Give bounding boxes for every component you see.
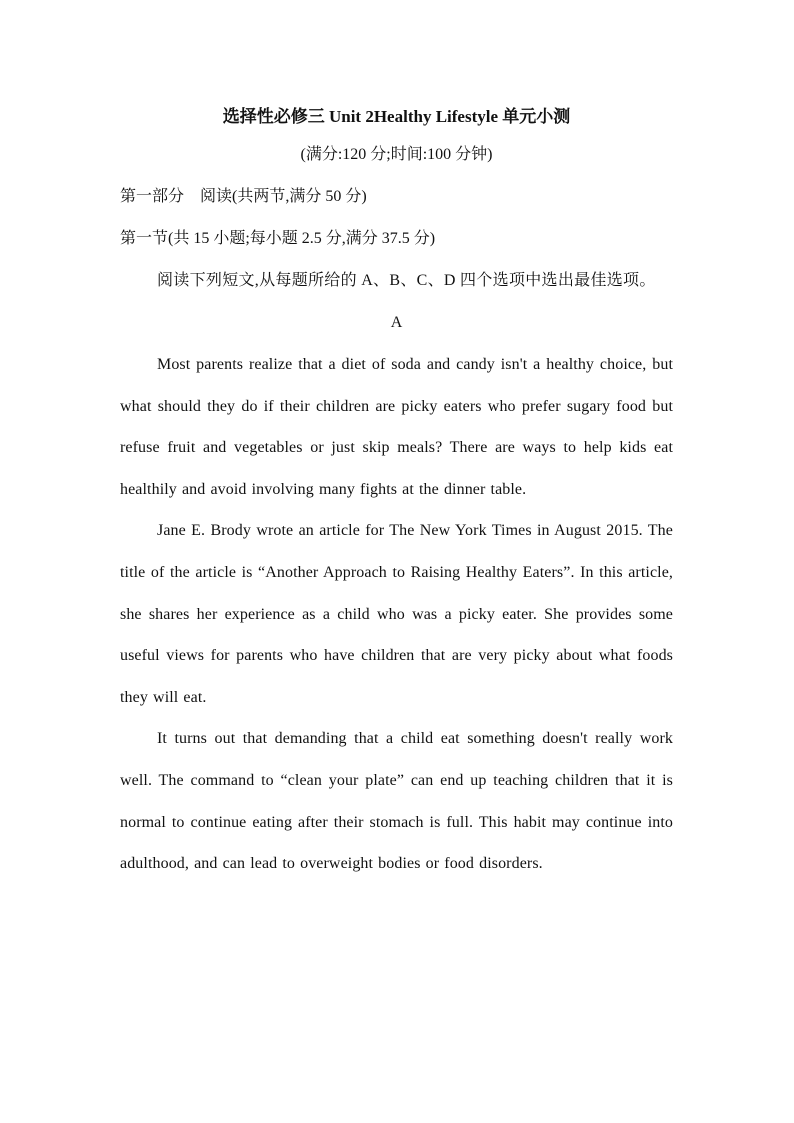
part-heading: 第一部分 阅读(共两节,满分 50 分) [120, 188, 367, 205]
passage-paragraph: Most parents realize that a diet of soda and candy isn't a healthy choice, but what should they do if their children are picky eaters who prefer sugary food but refuse fruit and vegetables or just skip meals? There are ways to help kids eat healthily and avoid involving many fights at the dinner table. [120, 356, 673, 498]
passage-paragraph: Jane E. Brody wrote an article for The New York Times in August 2015. The title of the article is “Another Approach to Raising Healthy Eaters”. In this article, she shares her experience as a child who was a picky eater. She provides some useful views for parents who have children that are very picky about what foods they will eat. [120, 522, 673, 706]
passage-letter: A [390, 314, 403, 331]
passage-paragraph: It turns out that demanding that a child eat something doesn't really work well. The command to “clean your plate” can end up teaching children that it is normal to continue eating after their stomach is full. This habit may continue into adulthood, and can lead to overweight bodies or food disorders. [120, 730, 673, 873]
instruction-text: 阅读下列短文,从每题所给的 A、B、C、D 四个选项中选出最佳选项。 [157, 272, 656, 289]
document-subtitle: (满分:120 分;时间:100 分钟) [300, 146, 493, 163]
document-title: 选择性必修三 Unit 2Healthy Lifestyle 单元小测 [222, 107, 571, 126]
document-content [120, 100, 673, 885]
section-heading: 第一节(共 15 小题;每小题 2.5 分,满分 37.5 分) [120, 230, 436, 247]
